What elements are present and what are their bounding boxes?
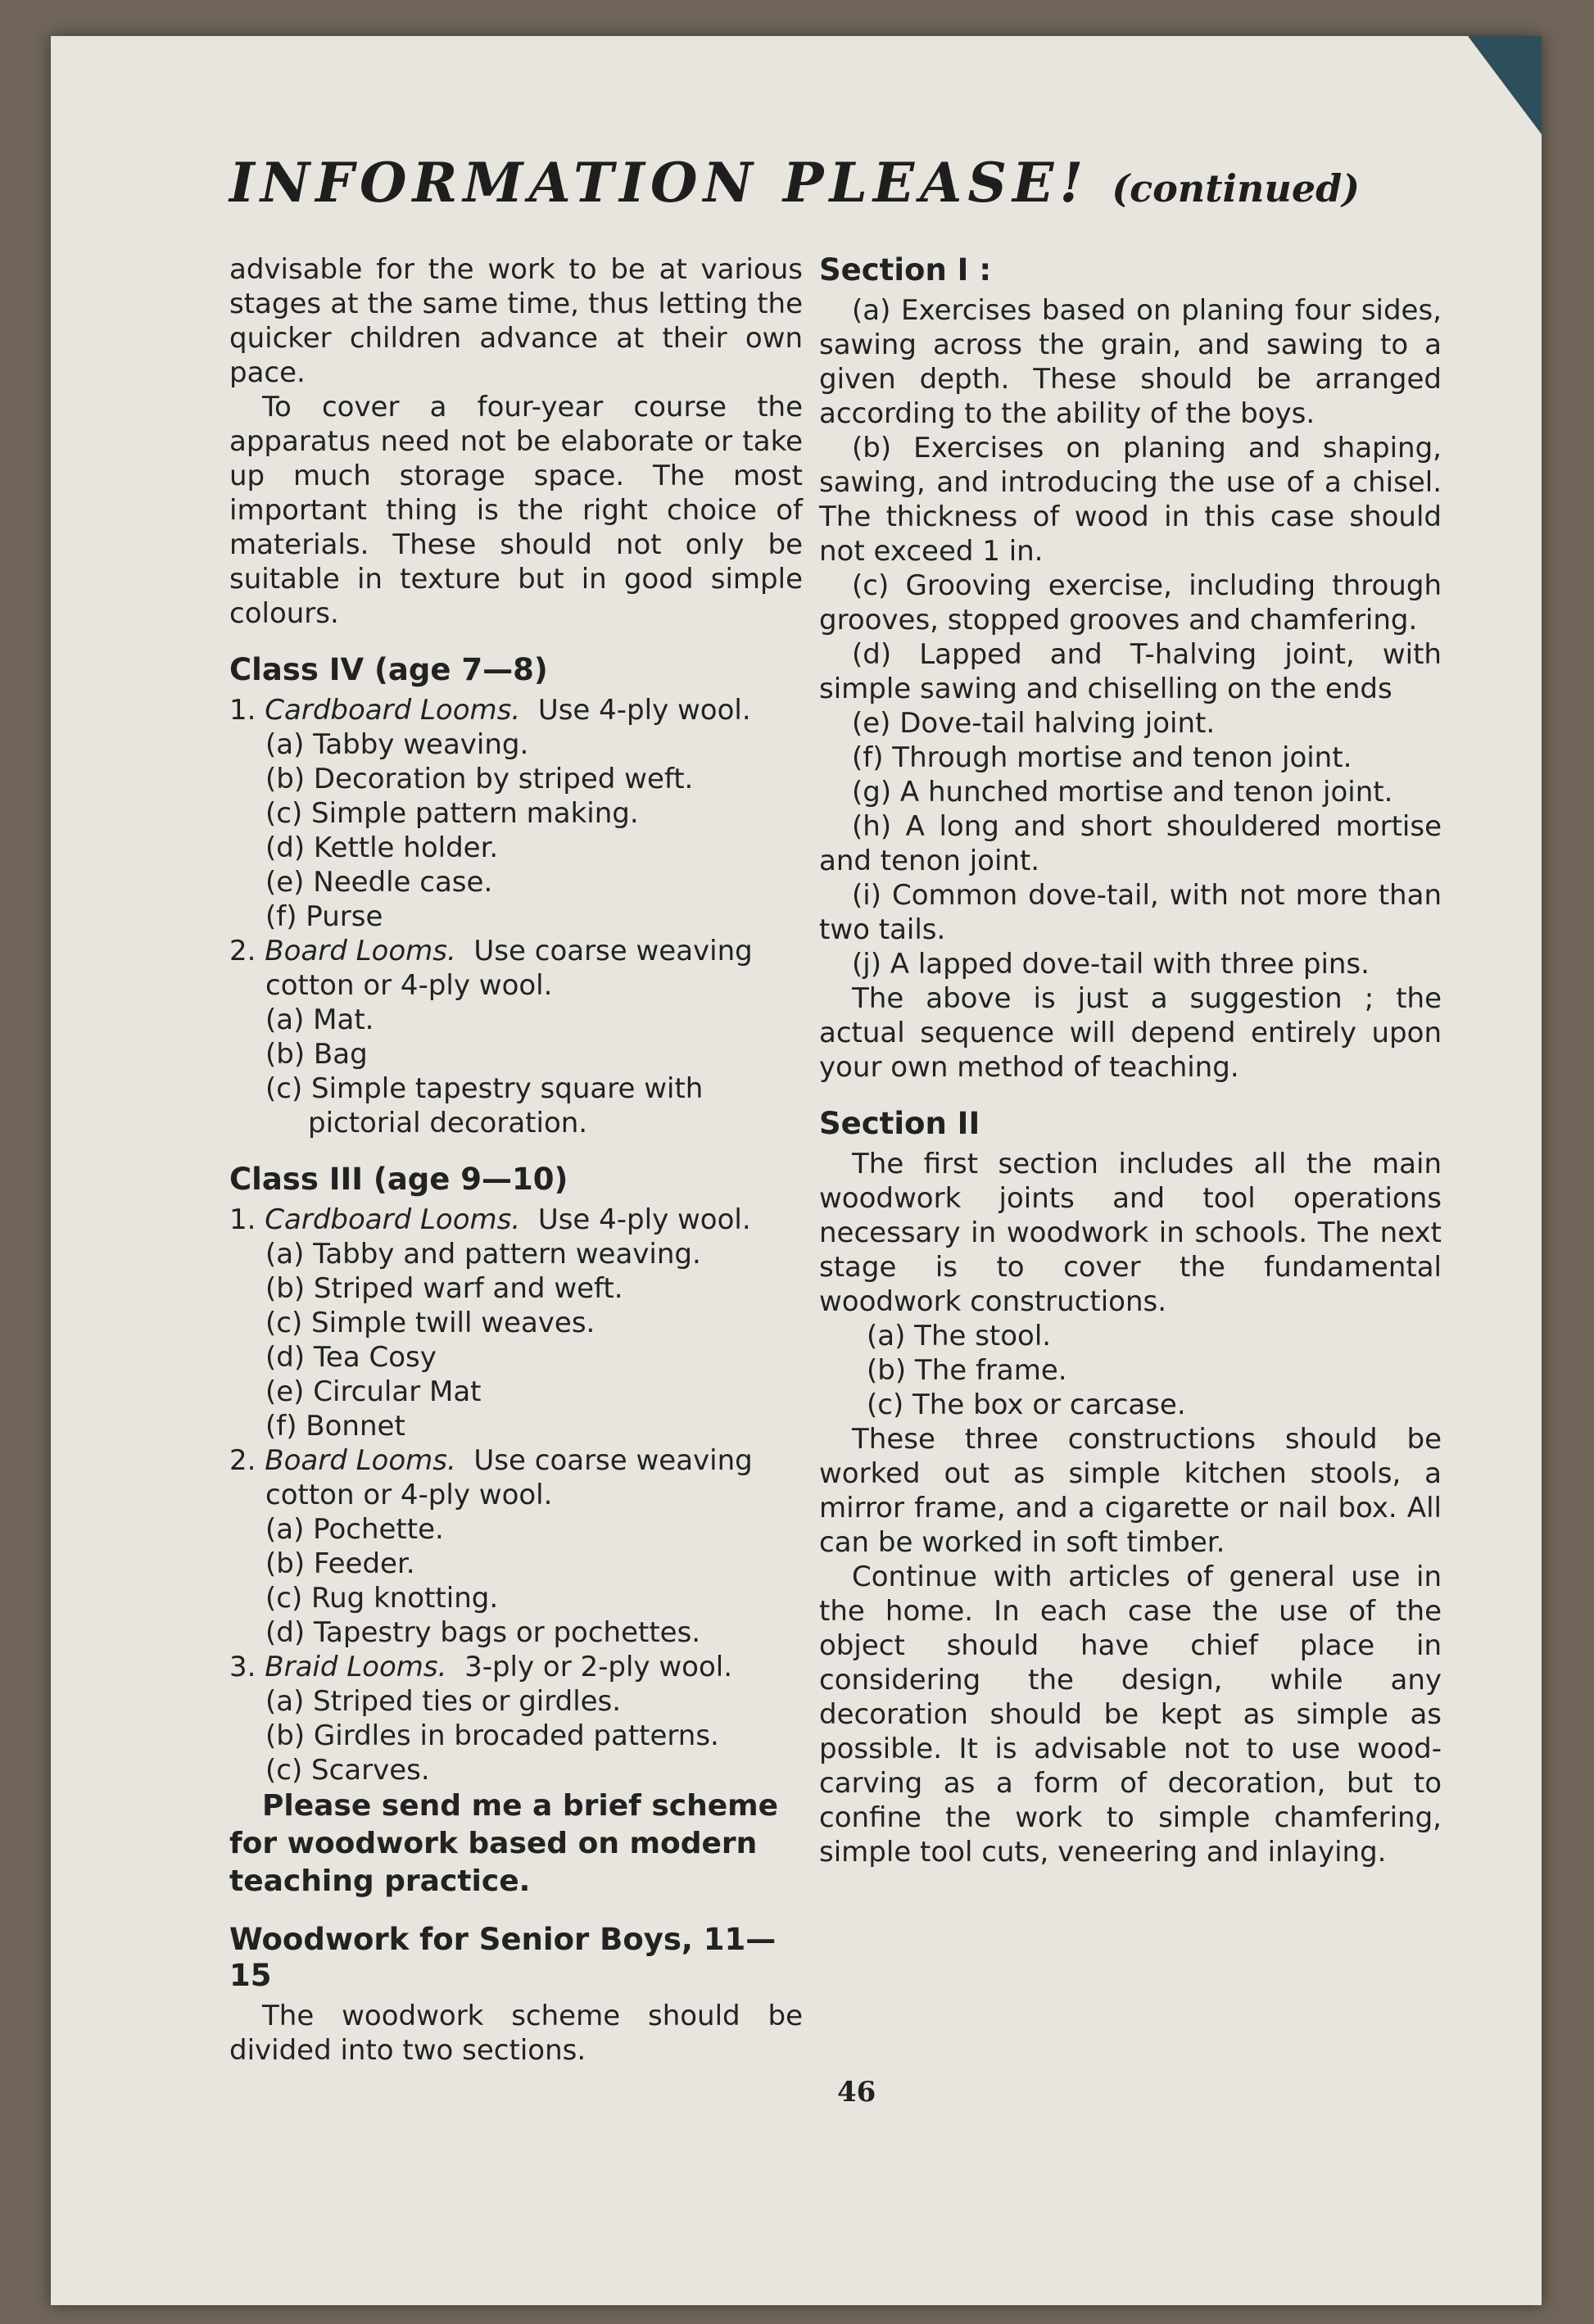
woodwork-heading: Woodwork for Senior Boys, 11—15 bbox=[229, 1922, 777, 1993]
intro-paragraph-1: advisable for the work to be at various stages at the same time, thus letting the quicker children advance at their own pace. bbox=[229, 253, 803, 389]
page-sheet bbox=[51, 36, 1542, 2305]
section1-para: (i) Common dove-tail, with not more than two tails. bbox=[819, 879, 1442, 946]
list-item: (b) The frame. bbox=[867, 1354, 1067, 1387]
list-item: (c) Rug knotting. bbox=[265, 1582, 499, 1615]
section1-para: (d) Lapped and T-halving joint, with simple sawing and chiselling on the ends bbox=[819, 638, 1442, 705]
section2-para: These three constructions should be worked out as simple kitchen stools, a mirror frame, and a cigarette or nail box. All can be worked in soft timber. bbox=[819, 1423, 1442, 1559]
section1-para: (b) Exercises on planing and shaping, sawing, and introducing the use of a chisel. The thickness of wood in this case should not exceed 1 in. bbox=[819, 432, 1442, 568]
list-item: (b) Bag bbox=[265, 1038, 368, 1071]
list-item: (b) Decoration by striped weft. bbox=[265, 763, 694, 795]
title-continued: (continued) bbox=[1112, 166, 1361, 211]
list-item: (a) Pochette. bbox=[265, 1513, 444, 1546]
section1-para: (j) A lapped dove-tail with three pins. bbox=[852, 948, 1370, 981]
section1-para: (f) Through mortise and tenon joint. bbox=[852, 741, 1352, 774]
section2-para: Continue with articles of general use in the home. In each case the use of the object should have chief place in considering the design, while any decoration should be kept as simple as possible. It is advisable not to use wood-carving as a form of decoration, but to confine the work to simple chamfering, simple tool cuts, veneering and inlaying. bbox=[819, 1561, 1442, 1869]
section1-para: The above is just a suggestion ; the actual sequence will depend entirely upon your own method of teaching. bbox=[819, 982, 1442, 1084]
list-item: (e) Needle case. bbox=[265, 866, 493, 899]
section2-intro: The first section includes all the main woodwork joints and tool operations necessary in woodwork in schools. The next stage is to cover the fundamental woodwork constructions. bbox=[819, 1148, 1442, 1318]
list-item: (d) Tapestry bags or pochettes. bbox=[265, 1616, 701, 1649]
class4-heading: Class IV (age 7—8) bbox=[229, 652, 548, 687]
list-item: (c) Simple pattern making. bbox=[265, 797, 639, 830]
section1-para: (c) Grooving exercise, including through grooves, stopped grooves and chamfering. bbox=[819, 569, 1442, 636]
list-item: (a) Striped ties or girdles. bbox=[265, 1685, 622, 1718]
section1-para: (g) A hunched mortise and tenon joint. bbox=[852, 776, 1393, 809]
section1-para: (h) A long and short shouldered mortise and tenon joint. bbox=[819, 810, 1442, 877]
list-item: (f) Bonnet bbox=[265, 1410, 405, 1443]
right-column bbox=[819, 252, 1442, 1869]
left-column bbox=[229, 252, 803, 2068]
list-item: (c) Scarves. bbox=[265, 1754, 430, 1787]
woodwork-intro: The woodwork scheme should be divided into two sections. bbox=[229, 2000, 803, 2067]
list-item: (d) Tea Cosy bbox=[265, 1341, 437, 1374]
list-item: (a) Tabby and pattern weaving. bbox=[265, 1238, 701, 1271]
section2-heading: Section II bbox=[819, 1106, 980, 1141]
list-item: (a) Tabby weaving. bbox=[265, 728, 529, 761]
title-main: INFORMATION PLEASE! bbox=[229, 151, 1089, 215]
class3-heading: Class III (age 9—10) bbox=[229, 1162, 568, 1197]
class3-item1: 1. Cardboard Looms. Use 4-ply wool. bbox=[229, 1203, 751, 1236]
list-item: (d) Kettle holder. bbox=[265, 831, 499, 864]
class3-item2: 2. Board Looms. Use coarse weaving cotton or 4-ply wool. bbox=[229, 1444, 753, 1511]
intro-paragraph-2: To cover a four-year course the apparatus need not be elaborate or take up much storage space. The most important thing is the right choice of materials. These should not only be suitable in texture but in good simple colours. bbox=[229, 391, 803, 630]
list-item: (a) The stool. bbox=[867, 1320, 1052, 1352]
list-item: (b) Girdles in brocaded patterns. bbox=[265, 1719, 719, 1752]
list-item: (a) Mat. bbox=[265, 1003, 374, 1036]
class4-item1: 1. Cardboard Looms. Use 4-ply wool. bbox=[229, 694, 751, 727]
page-number: 46 bbox=[837, 2076, 876, 2109]
section1-heading: Section I : bbox=[819, 252, 992, 288]
list-item: (b) Feeder. bbox=[265, 1547, 415, 1580]
list-item: (e) Circular Mat bbox=[265, 1375, 482, 1408]
torn-corner bbox=[1468, 36, 1542, 134]
class3-item3: 3. Braid Looms. 3-ply or 2-ply wool. bbox=[229, 1651, 733, 1683]
list-item: (f) Purse bbox=[265, 900, 383, 933]
woodwork-request: Please send me a brief scheme for woodwork based on modern teaching practice. bbox=[229, 1789, 779, 1898]
page-title bbox=[229, 151, 1360, 215]
section1-para: (e) Dove-tail halving joint. bbox=[852, 707, 1216, 740]
class4-item2: 2. Board Looms. Use coarse weaving cotton or 4-ply wool. bbox=[229, 935, 753, 1002]
section1-para: (a) Exercises based on planing four sides, sawing across the grain, and sawing to a given depth. These should be arranged according to the ability of the boys. bbox=[819, 294, 1442, 430]
list-item: (b) Striped warf and weft. bbox=[265, 1272, 623, 1305]
list-item: (c) Simple tapestry square with pictorial decoration. bbox=[265, 1072, 704, 1139]
list-item: (c) Simple twill weaves. bbox=[265, 1307, 595, 1339]
list-item: (c) The box or carcase. bbox=[867, 1389, 1186, 1421]
